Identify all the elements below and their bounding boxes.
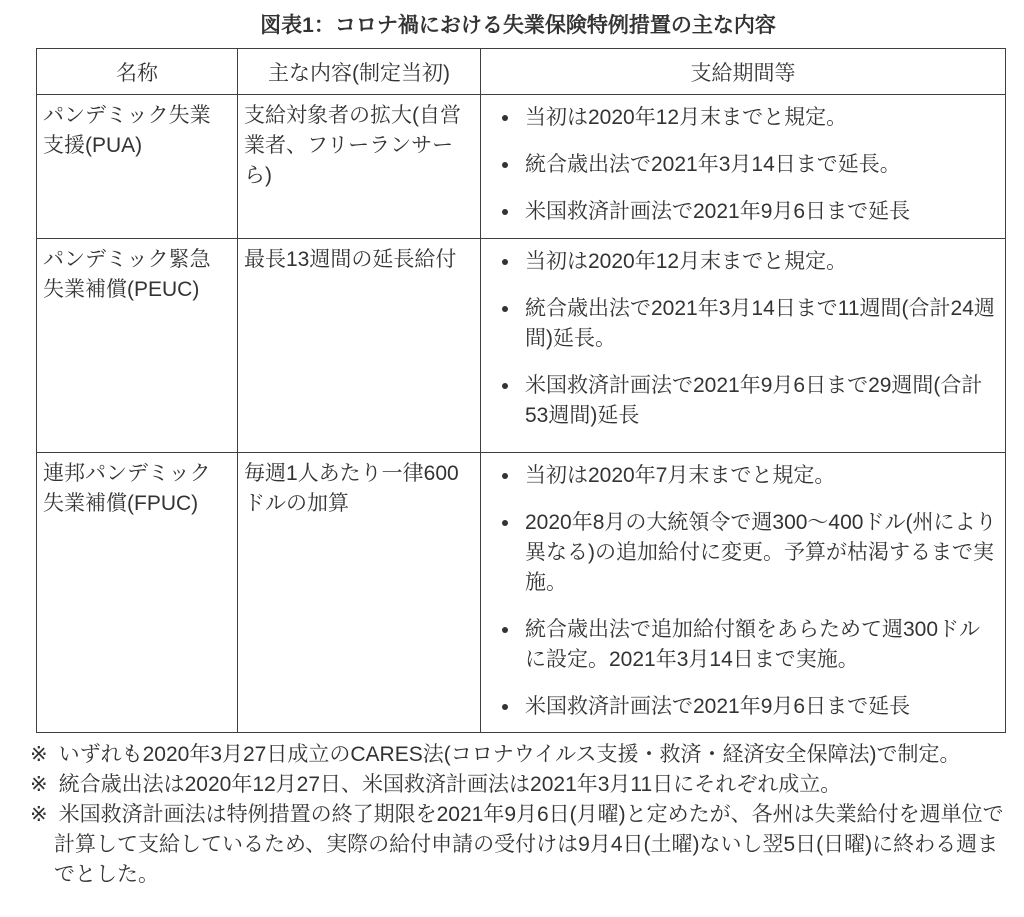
measure-name-peuc: パンデミック緊急失業補償(PEUC): [37, 239, 238, 453]
footnote-mark-icon: ※: [30, 773, 48, 796]
footnote-mark-icon: ※: [30, 743, 48, 766]
measure-content-peuc: 最長13週間の延長給付: [238, 239, 481, 453]
footnotes-block: [30, 740, 1006, 890]
table-row-peuc: [37, 239, 1006, 453]
measure-name-fpuc: 連邦パンデミック失業補償(FPUC): [37, 453, 238, 733]
period-bullet: • 統合歳出法で追加給付額をあらためて週300ドルに設定。2021年3月14日まで実施。: [521, 615, 997, 675]
period-bullet: • 当初は2020年12月末までと規定。: [521, 103, 997, 133]
period-bullet-list: [487, 103, 997, 227]
measure-content-pua: 支給対象者の拡大(自営業者、フリーランサーら): [238, 95, 481, 239]
period-bullet: • 2020年8月の大統領令で週300～400ドル(州により異なる)の追加給付に変更。予算が枯渇するまで実施。: [521, 508, 997, 598]
column-header-content: 主な内容(制定当初): [238, 49, 481, 95]
measure-name-pua: パンデミック失業支援(PUA): [37, 95, 238, 239]
column-header-name: 名称: [37, 49, 238, 95]
period-bullet-list: [487, 461, 997, 722]
footnote-enactment-dates: [30, 770, 1006, 800]
measure-period-fpuc: [481, 453, 1006, 733]
footnote-mark-icon: ※: [30, 803, 48, 826]
footnote-arp-deadline: [30, 800, 1006, 890]
table-row-pua: [37, 95, 1006, 239]
column-header-period: 支給期間等: [481, 49, 1006, 95]
footnote-text: 米国救済計画法は特例措置の終了期限を2021年9月6日(月曜)と定めたが、各州は失業給付を週単位で計算して支給しているため、実際の給付申請の受付けは9月4日(土曜)ないし翌5日(日曜)に終わる週までとした。: [54, 803, 1004, 886]
period-bullet: • 統合歳出法で2021年3月14日まで11週間(合計24週間)延長。: [521, 294, 997, 354]
period-bullet: • 米国救済計画法で2021年9月6日まで延長: [521, 197, 997, 227]
measure-period-pua: [481, 95, 1006, 239]
footnote-text: 統合歳出法は2020年12月27日、米国救済計画法は2021年3月11日にそれぞれ成立。: [58, 773, 842, 796]
unemployment-measures-table: [36, 48, 1006, 733]
footnote-text: いずれも2020年3月27日成立のCARES法(コロナウイルス支援・救済・経済安全保障法)で制定。: [58, 743, 961, 766]
period-bullet: • 当初は2020年12月末までと規定。: [521, 247, 997, 277]
period-bullet: • 米国救済計画法で2021年9月6日まで29週間(合計53週間)延長: [521, 371, 997, 431]
period-bullet: • 当初は2020年7月末までと規定。: [521, 461, 997, 491]
measure-period-peuc: [481, 239, 1006, 453]
period-bullet: • 米国救済計画法で2021年9月6日まで延長: [521, 692, 997, 722]
period-bullet: • 統合歳出法で2021年3月14日まで延長。: [521, 150, 997, 180]
measure-content-fpuc: 毎週1人あたり一律600ドルの加算: [238, 453, 481, 733]
figure-title: 図表1：コロナ禍における失業保険特例措置の主な内容: [260, 14, 776, 37]
footnote-cares-act: [30, 740, 1006, 770]
table-row-fpuc: [37, 453, 1006, 733]
period-bullet-list: [487, 247, 997, 431]
table-header-row: [37, 49, 1006, 95]
